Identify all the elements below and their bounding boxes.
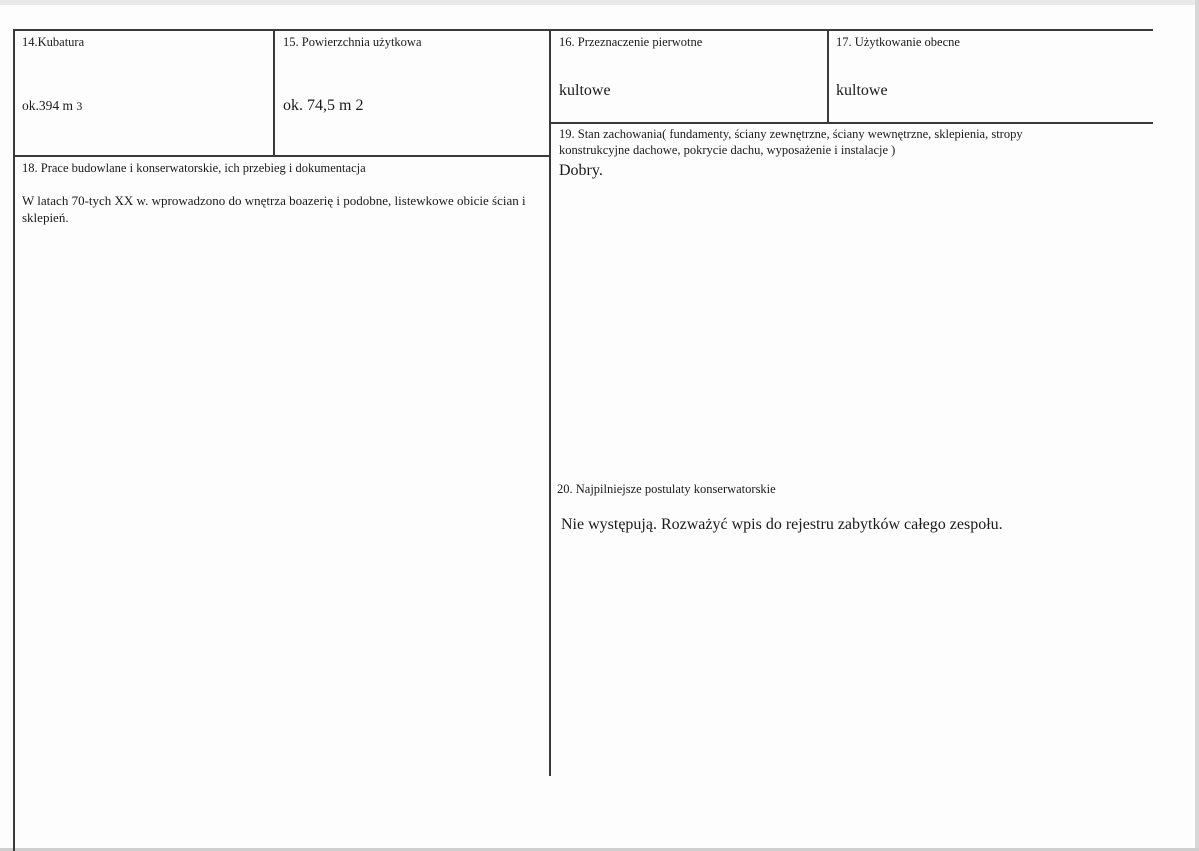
field-16-label: 16. Przeznaczenie pierwotne [559, 35, 703, 49]
field-20-value: Nie występują. Rozważyć wpis do rejestru zabytków całego zespołu. [561, 516, 1003, 533]
field-15-label: 15. Powierzchnia użytkowa [283, 35, 422, 49]
field-19-label-line1: 19. Stan zachowania( fundamenty, ściany zewnętrzne, ściany wewnętrzne, sklepienia, stropy [559, 127, 1023, 141]
top-border-line [13, 29, 1153, 31]
field-18-label: 18. Prace budowlane i konserwatorskie, ich przebieg i dokumentacja [22, 161, 366, 175]
scan-top-edge [0, 0, 1199, 5]
center-divider-line [549, 29, 551, 776]
field-17-value: kultowe [836, 82, 888, 99]
divider-row-18 [13, 155, 550, 157]
field-16-value: kultowe [559, 82, 611, 99]
field-18-value: W latach 70-tych XX w. wprowadzono do wnętrza boazerię i podobne, listewkowe obicie ścian i sklepień. [22, 193, 526, 225]
field-19-label-line2: konstrukcyjne dachowe, pokrycie dachu, wyposażenie i instalacje ) [559, 143, 896, 157]
field-20-label: 20. Najpilniejsze postulaty konserwatorskie [557, 482, 776, 496]
field-14-unit: 3 [76, 99, 83, 113]
field-19-value: Dobry. [559, 162, 603, 179]
divider-14-15 [273, 29, 275, 156]
divider-16-17 [827, 29, 829, 123]
field-14-value [22, 96, 82, 116]
left-border-line [13, 29, 15, 851]
field-17-label: 17. Użytkowanie obecne [836, 35, 960, 49]
field-15-value: ok. 74,5 m 2 [283, 97, 364, 114]
field-14-label: 14.Kubatura [22, 35, 85, 49]
divider-row-19 [549, 122, 1153, 124]
scan-right-edge [1195, 0, 1199, 851]
field-14-amount: ok.394 m [22, 98, 74, 113]
